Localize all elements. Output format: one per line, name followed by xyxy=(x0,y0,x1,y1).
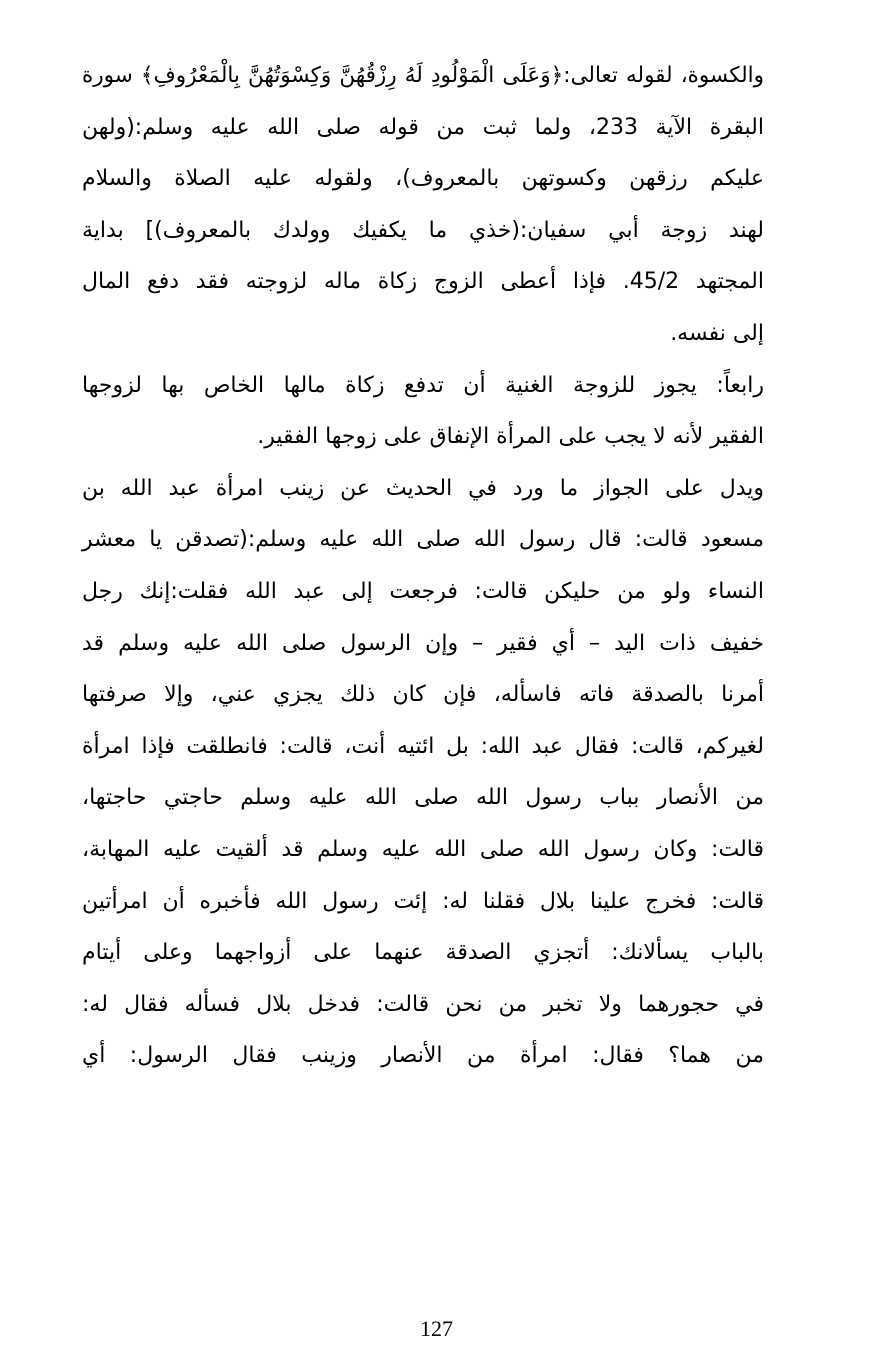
text-line: لغيركم، قالت: فقال عبد الله: بل ائتيه أنت، قالت: فانطلقت فإذا امرأة xyxy=(82,733,764,759)
text-line: قالت: فخرج علينا بلال فقلنا له: إئت رسول الله فأخبره أن امرأتين xyxy=(82,888,764,914)
text-line: عليكم رزقهن وكسوتهن بالمعروف)، ولقوله عليه الصلاة والسلام xyxy=(82,166,764,192)
text-line: رابعاً: يجوز للزوجة الغنية أن تدفع زكاة مالها الخاص بها لزوجها xyxy=(82,372,764,398)
page-body-text xyxy=(82,50,764,1082)
text-line: المجتهد 45/2. فإذا أعطى الزوج زكاة ماله لزوجته فقد دفع المال xyxy=(82,269,764,295)
text-line: مسعود قالت: قال رسول الله صلى الله عليه وسلم:(تصدقن يا معشر xyxy=(82,527,764,553)
text-line: بالباب يسألانك: أتجزي الصدقة عنهما على أزواجهما وعلى أيتام xyxy=(82,940,764,966)
text-line: الفقير لأنه لا يجب على المرأة الإنفاق على زوجها الفقير. xyxy=(257,424,764,450)
text-line: أمرنا بالصدقة فاته فاسأله، فإن كان ذلك يجزي عني، وإلا صرفتها xyxy=(82,682,764,708)
text-line: من هما؟ فقال: امرأة من الأنصار وزينب فقال الرسول: أي xyxy=(82,1043,764,1069)
text-line: ويدل على الجواز ما ورد في الحديث عن زينب امرأة عبد الله بن xyxy=(82,475,764,501)
text-line: لهند زوجة أبي سفيان:(خذي ما يكفيك وولدك بالمعروف)] بداية xyxy=(82,217,764,243)
text-line: والكسوة، لقوله تعالى:﴿وَعَلَى الْمَوْلُودِ لَهُ رِزْقُهُنَّ وَكِسْوَتُهُنَّ بِالْمَعْرُوفِ﴾ سورة xyxy=(82,63,764,88)
text-line: قالت: وكان رسول الله صلى الله عليه وسلم قد ألقيت عليه المهابة، xyxy=(82,836,764,862)
text-line: في حجورهما ولا تخبر من نحن قالت: فدخل بلال فسأله فقال له: xyxy=(82,991,764,1017)
page-number: 127 xyxy=(420,1316,453,1341)
text-line: البقرة الآية 233، ولما ثبت من قوله صلى الله عليه وسلم:(ولهن xyxy=(82,114,765,140)
text-line: النساء ولو من حليكن قالت: فرجعت إلى عبد الله فقلت:إنك رجل xyxy=(82,578,764,604)
text-line: إلى نفسه. xyxy=(670,320,764,346)
text-line: من الأنصار بباب رسول الله صلى الله عليه وسلم حاجتي حاجتها، xyxy=(82,785,764,811)
text-line: خفيف ذات اليد – أي فقير – وإن الرسول صلى الله عليه وسلم قد xyxy=(82,630,764,656)
